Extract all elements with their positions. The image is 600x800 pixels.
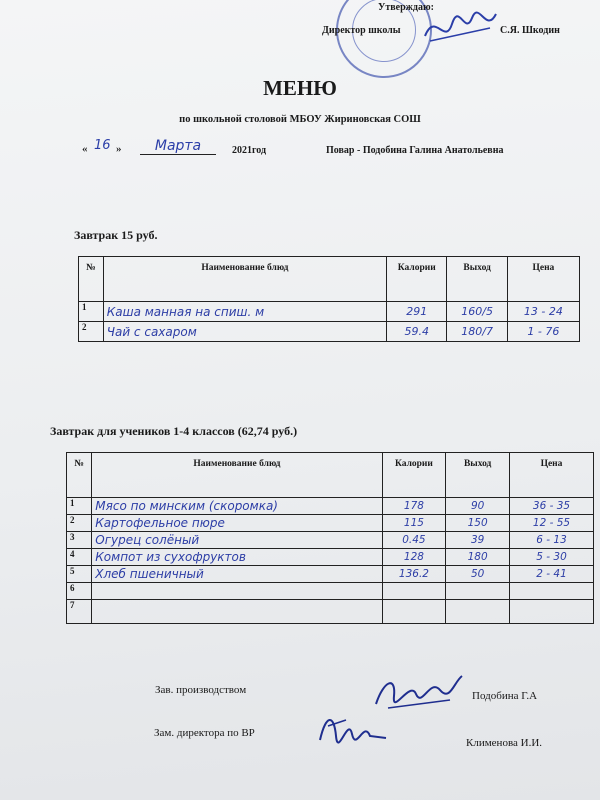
dish-price: 1 - 76	[507, 322, 579, 342]
approval-label: Утверждаю:	[378, 2, 434, 13]
dish-calories: 0.45	[382, 532, 446, 549]
breakfast1-table	[78, 256, 580, 342]
deputy-signature	[316, 706, 390, 750]
dish-calories: 115	[382, 515, 446, 532]
table-row	[67, 532, 594, 549]
table-row	[79, 302, 580, 322]
dish-name: Мясо по минским (скоромка)	[92, 498, 382, 515]
dish-output: 180/7	[447, 322, 507, 342]
dish-calories: 136.2	[382, 566, 446, 583]
dish-output	[446, 600, 510, 624]
page-subtitle: по школьной столовой МБОУ Жириновская СОШ	[179, 114, 421, 125]
dish-name	[92, 600, 382, 624]
dish-price: 6 - 13	[510, 532, 594, 549]
breakfast1-heading: Завтрак 15 руб.	[74, 228, 158, 242]
row-num: 2	[67, 515, 92, 532]
table-header-row	[79, 257, 580, 302]
col-cal-header: Калории	[382, 453, 446, 498]
dish-name: Огурец солёный	[92, 532, 382, 549]
director-label: Директор школы	[322, 25, 401, 36]
table-row	[67, 600, 594, 624]
row-num: 1	[67, 498, 92, 515]
table-row	[67, 566, 594, 583]
page-title: МЕНЮ	[263, 76, 337, 100]
col-num-header: №	[67, 453, 92, 498]
row-num: 1	[79, 302, 104, 322]
dish-price: 2 - 41	[510, 566, 594, 583]
date-open-quote: «	[82, 143, 88, 155]
col-out-header: Выход	[447, 257, 507, 302]
manager-label: Зав. производством	[155, 684, 247, 696]
dish-calories: 178	[382, 498, 446, 515]
dish-price: 13 - 24	[507, 302, 579, 322]
table-row	[79, 322, 580, 342]
date-close-quote: »	[116, 143, 122, 155]
col-name-header: Наименование блюд	[92, 453, 382, 498]
date-day: 16	[94, 138, 111, 153]
table-row	[67, 549, 594, 566]
row-num: 5	[67, 566, 92, 583]
dish-output: 39	[446, 532, 510, 549]
col-num-header: №	[79, 257, 104, 302]
dish-price	[510, 583, 594, 600]
row-num: 4	[67, 549, 92, 566]
director-name: С.Я. Шкодин	[500, 25, 560, 36]
table-header-row	[67, 453, 594, 498]
dish-output: 90	[446, 498, 510, 515]
dish-name	[92, 583, 382, 600]
dish-output: 150	[446, 515, 510, 532]
dish-calories	[382, 583, 446, 600]
row-num: 3	[67, 532, 92, 549]
date-year: 2021год	[232, 145, 267, 156]
dish-name: Хлеб пшеничный	[92, 566, 382, 583]
row-num: 2	[79, 322, 104, 342]
dish-price: 12 - 55	[510, 515, 594, 532]
manager-name: Подобина Г.А	[472, 690, 538, 702]
dish-name: Компот из сухофруктов	[92, 549, 382, 566]
deputy-label: Зам. директора по ВР	[154, 727, 255, 739]
dish-output: 50	[446, 566, 510, 583]
dish-calories: 59.4	[386, 322, 447, 342]
col-out-header: Выход	[446, 453, 510, 498]
dish-output	[446, 583, 510, 600]
row-num: 6	[67, 583, 92, 600]
dish-calories: 128	[382, 549, 446, 566]
dish-price: 36 - 35	[510, 498, 594, 515]
dish-output: 180	[446, 549, 510, 566]
dish-name: Картофельное пюре	[92, 515, 382, 532]
breakfast2-table	[66, 452, 594, 624]
dish-name: Каша манная на спиш. м	[103, 302, 386, 322]
dish-output: 160/5	[447, 302, 507, 322]
dish-price	[510, 600, 594, 624]
deputy-name: Клименова И.И.	[466, 737, 543, 749]
row-num: 7	[67, 600, 92, 624]
col-price-header: Цена	[510, 453, 594, 498]
col-cal-header: Калории	[386, 257, 447, 302]
table-row	[67, 583, 594, 600]
dish-price: 5 - 30	[510, 549, 594, 566]
table-row	[67, 498, 594, 515]
date-month: Марта	[140, 138, 216, 155]
dish-calories: 291	[386, 302, 447, 322]
col-price-header: Цена	[507, 257, 579, 302]
dish-name: Чай с сахаром	[103, 322, 386, 342]
breakfast2-heading: Завтрак для учеников 1-4 классов (62,74 руб.)	[50, 424, 298, 438]
col-name-header: Наименование блюд	[103, 257, 386, 302]
dish-calories	[382, 600, 446, 624]
table-row	[67, 515, 594, 532]
cook-line: Повар - Подобина Галина Анатольевна	[326, 145, 504, 156]
